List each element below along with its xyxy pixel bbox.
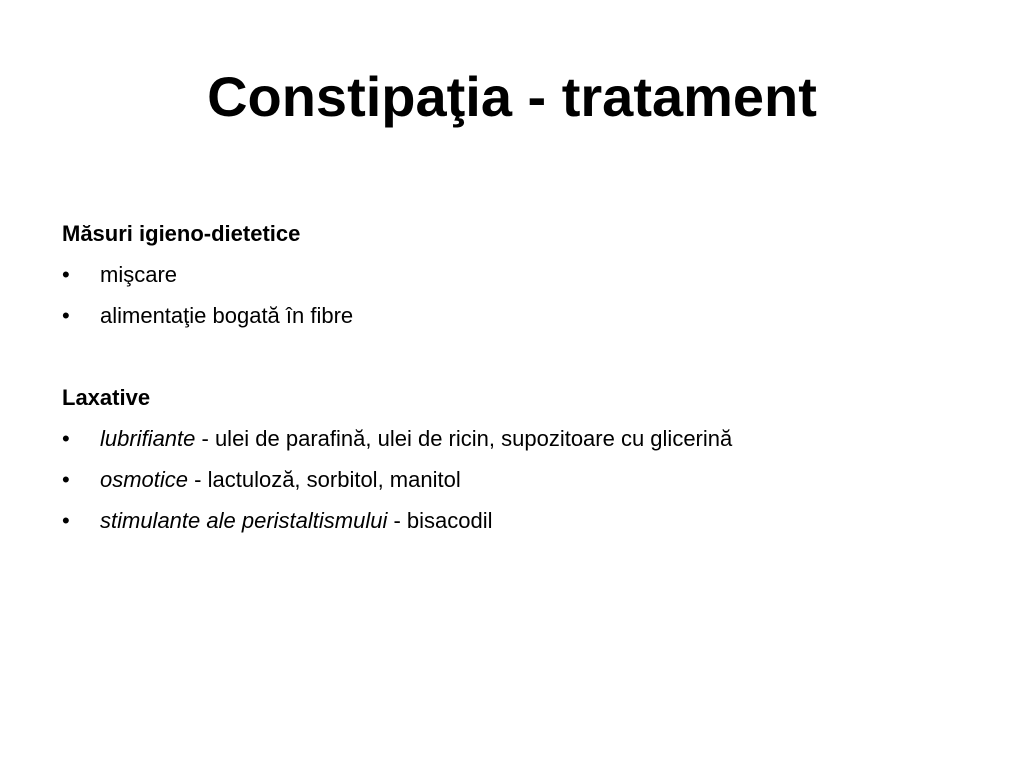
laxative-type-term: osmotice	[100, 467, 189, 492]
slide-content	[62, 213, 982, 541]
laxative-type-term: stimulante ale peristaltismului	[100, 508, 388, 533]
laxative-examples: - bisacodil	[387, 508, 493, 533]
laxatives-list	[62, 418, 982, 541]
laxative-examples: - lactuloză, sorbitol, manitol	[188, 467, 461, 492]
list-item	[62, 500, 982, 541]
bullet-icon: •	[62, 467, 70, 492]
laxative-type-term: lubrifiante	[100, 426, 196, 451]
section-spacer	[62, 336, 982, 377]
laxative-examples: - ulei de parafină, ulei de ricin, supozitoare cu glicerină	[195, 426, 733, 451]
slide-title: Constipaţia - tratament	[207, 65, 817, 128]
list-item	[62, 295, 982, 336]
bullet-icon: •	[62, 262, 70, 287]
bullet-icon: •	[62, 303, 70, 328]
section-heading-hygiene-diet: Măsuri igieno-dietetice	[62, 221, 301, 246]
list-item	[62, 459, 982, 500]
hygiene-diet-list	[62, 254, 982, 336]
bullet-icon: •	[62, 426, 70, 451]
list-item-text: alimentaţie bogată în fibre	[100, 303, 354, 328]
bullet-icon: •	[62, 508, 70, 533]
section-heading-laxatives: Laxative	[62, 385, 151, 410]
list-item-text: mişcare	[100, 262, 178, 287]
list-item	[62, 254, 982, 295]
list-item	[62, 418, 982, 459]
